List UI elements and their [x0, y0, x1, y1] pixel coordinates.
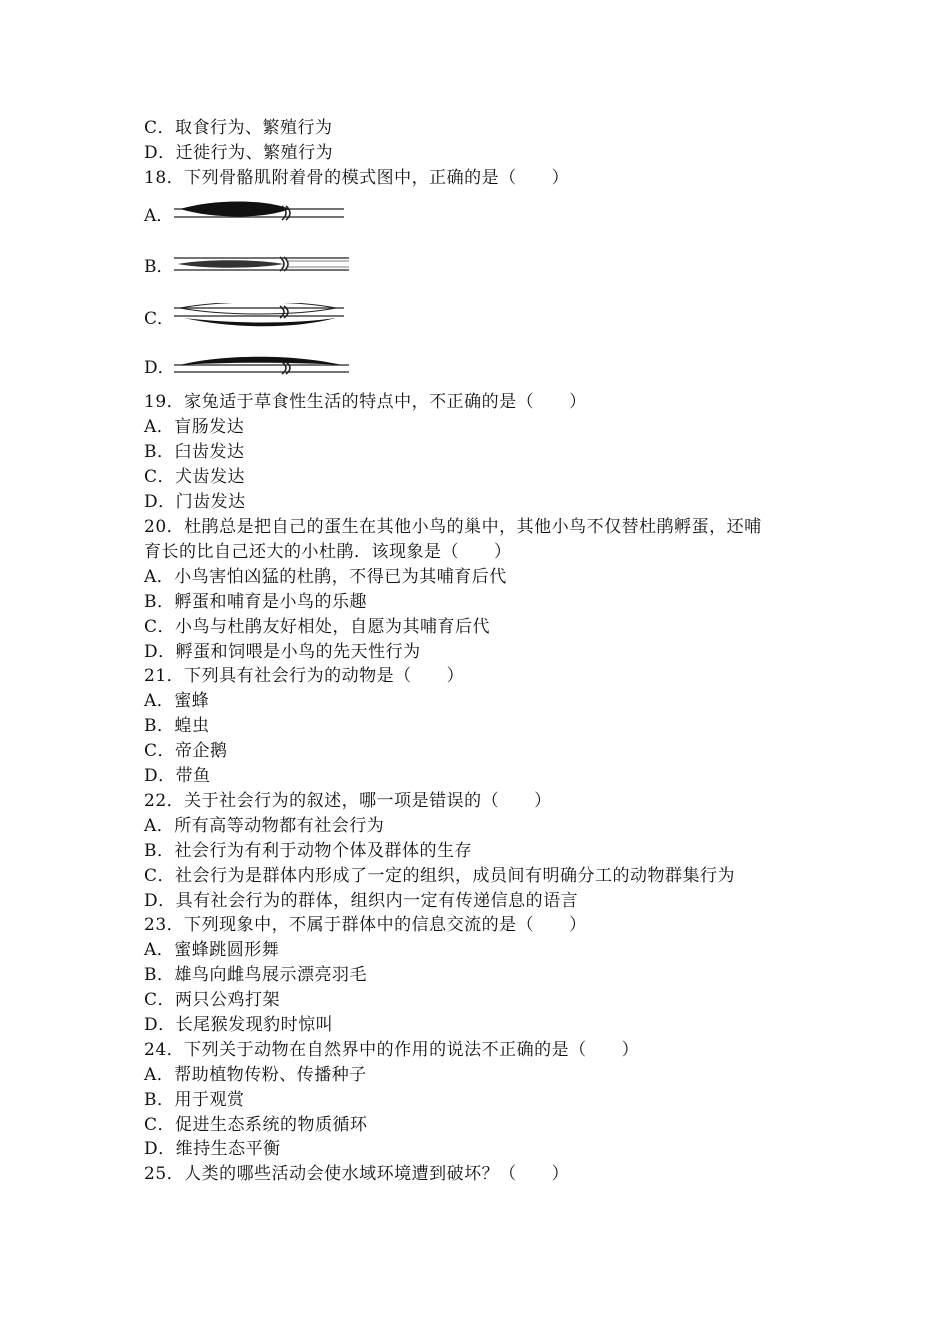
q24-option-d: D．维持生态平衡: [144, 1139, 281, 1159]
muscle-bone-diagram-c: [174, 303, 374, 329]
q22-stem: 22．关于社会行为的叙述，哪一项是错误的（ ）: [144, 791, 552, 811]
q21-option-a: A．蜜蜂: [144, 691, 210, 711]
q21-option-d: D．带鱼: [144, 766, 211, 786]
q17-option-d: D．迁徙行为、繁殖行为: [144, 143, 334, 163]
q24-option-a: A．帮助植物传粉、传播种子: [144, 1065, 367, 1085]
q20-stem-line2: 育长的比自己还大的小杜鹃．该现象是（ ）: [144, 542, 512, 562]
q21-option-c: C．帝企鹅: [144, 741, 228, 761]
q23-option-b: B．雄鸟向雌鸟展示漂亮羽毛: [144, 965, 367, 985]
q21-option-b: B．蝗虫: [144, 716, 210, 736]
q18-label-d: D．: [144, 358, 175, 378]
q22-option-b: B．社会行为有利于动物个体及群体的生存: [144, 841, 472, 861]
q23-option-d: D．长尾猴发现豹时惊叫: [144, 1015, 334, 1035]
q21-stem: 21．下列具有社会行为的动物是（ ）: [144, 666, 465, 686]
q20-option-c: C．小鸟与杜鹃友好相处，自愿为其哺育后代: [144, 617, 491, 637]
q19-option-c: C．犬齿发达: [144, 467, 246, 487]
q24-stem: 24．下列关于动物在自然界中的作用的说法不正确的是（ ）: [144, 1040, 640, 1060]
q20-stem-line1: 20．杜鹃总是把自己的蛋生在其他小鸟的巢中，其他小鸟不仅替杜鹃孵蛋，还哺: [144, 517, 762, 537]
q18-label-c: C．: [144, 309, 175, 329]
q19-stem: 19．家兔适于草食性生活的特点中，不正确的是（ ）: [144, 392, 587, 412]
q25-stem: 25．人类的哪些活动会使水域环境遭到破坏？（ ）: [144, 1164, 570, 1184]
q22-option-c: C．社会行为是群体内形成了一定的组织，成员间有明确分工的动物群集行为: [144, 866, 736, 886]
muscle-bone-diagram-b: [174, 251, 374, 277]
q18-label-a: A．: [144, 206, 174, 226]
muscle-bone-diagram-d: [174, 352, 374, 378]
q22-option-a: A．所有高等动物都有社会行为: [144, 816, 385, 836]
q19-option-d: D．门齿发达: [144, 492, 246, 512]
q19-option-b: B．臼齿发达: [144, 442, 245, 462]
q18-stem: 18．下列骨骼肌附着骨的模式图中，正确的是（ ）: [144, 168, 570, 188]
muscle-bone-diagram-a: [174, 200, 374, 226]
q24-option-c: C．促进生态系统的物质循环: [144, 1115, 368, 1135]
q20-option-a: A．小鸟害怕凶猛的杜鹃，不得已为其哺育后代: [144, 567, 507, 587]
q23-option-c: C．两只公鸡打架: [144, 990, 281, 1010]
q23-stem: 23．下列现象中，不属于群体中的信息交流的是（ ）: [144, 915, 587, 935]
q19-option-a: A．盲肠发达: [144, 417, 245, 437]
q22-option-d: D．具有社会行为的群体，组织内一定有传递信息的语言: [144, 891, 579, 911]
q24-option-b: B．用于观赏: [144, 1090, 245, 1110]
q20-option-d: D．孵蛋和饲喂是小鸟的先天性行为: [144, 642, 421, 662]
q20-option-b: B．孵蛋和哺育是小鸟的乐趣: [144, 592, 367, 612]
q23-option-a: A．蜜蜂跳圆形舞: [144, 940, 280, 960]
q17-option-c: C．取食行为、繁殖行为: [144, 118, 333, 138]
q18-label-b: B．: [144, 257, 174, 277]
